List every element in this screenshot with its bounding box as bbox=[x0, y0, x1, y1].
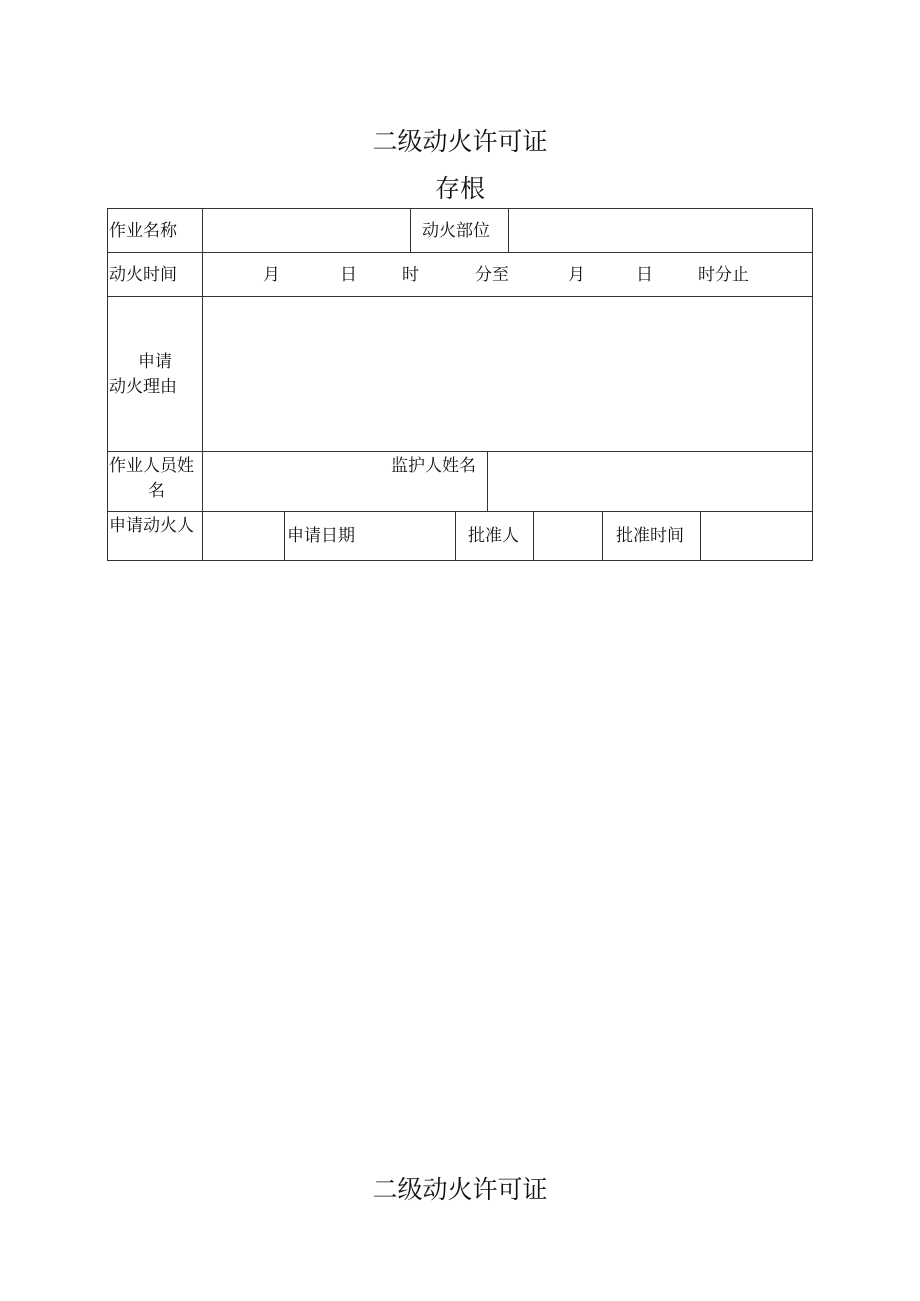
row-divider bbox=[108, 296, 812, 297]
fire-permit-form bbox=[107, 208, 813, 561]
fire-reason-label-line1: 申请 bbox=[138, 352, 172, 372]
row1-divider bbox=[410, 209, 411, 252]
fire-time-label: 动火时间 bbox=[109, 265, 177, 285]
page-subtitle: 存根 bbox=[434, 174, 485, 203]
worker-name-field[interactable] bbox=[205, 454, 385, 508]
job-name-label: 作业名称 bbox=[109, 221, 177, 241]
start-month-label: 月 bbox=[263, 265, 280, 285]
applicant-field[interactable] bbox=[205, 514, 282, 558]
end-time-label: 时分止 bbox=[698, 265, 749, 285]
fire-location-field[interactable] bbox=[511, 211, 809, 250]
label-column-divider bbox=[202, 209, 203, 560]
page-title: 二级动火许可证 bbox=[372, 127, 548, 156]
row5-divider bbox=[533, 511, 534, 560]
guardian-name-field[interactable] bbox=[490, 454, 809, 508]
start-hour-label: 时 bbox=[402, 265, 419, 285]
row5-divider bbox=[455, 511, 456, 560]
fire-reason-label-line2: 动火理由 bbox=[109, 377, 177, 397]
approval-time-field[interactable] bbox=[703, 514, 809, 558]
worker-name-label-line1: 作业人员姓 bbox=[109, 456, 194, 476]
row1-divider bbox=[508, 209, 509, 252]
start-day-label: 日 bbox=[340, 265, 357, 285]
row4-divider bbox=[487, 451, 488, 511]
approver-label: 批准人 bbox=[468, 526, 519, 546]
row5-divider bbox=[700, 511, 701, 560]
worker-name-label-line2: 名 bbox=[148, 481, 165, 501]
end-month-label: 月 bbox=[568, 265, 585, 285]
end-day-label: 日 bbox=[636, 265, 653, 285]
approver-field[interactable] bbox=[536, 514, 600, 558]
row-divider bbox=[108, 511, 812, 512]
application-date-field[interactable] bbox=[366, 514, 453, 558]
second-page-title: 二级动火许可证 bbox=[372, 1175, 548, 1204]
row-divider bbox=[108, 451, 812, 452]
fire-reason-field[interactable] bbox=[205, 299, 809, 449]
job-name-field[interactable] bbox=[205, 211, 408, 250]
guardian-name-label: 监护人姓名 bbox=[391, 456, 476, 476]
row5-divider bbox=[602, 511, 603, 560]
approval-time-label: 批准时间 bbox=[616, 526, 684, 546]
fire-location-label: 动火部位 bbox=[422, 221, 490, 241]
application-date-label: 申请日期 bbox=[287, 526, 355, 546]
applicant-label: 申请动火人 bbox=[109, 516, 194, 536]
row-divider bbox=[108, 252, 812, 253]
row5-divider bbox=[284, 511, 285, 560]
minute-to-label: 分至 bbox=[475, 265, 509, 285]
